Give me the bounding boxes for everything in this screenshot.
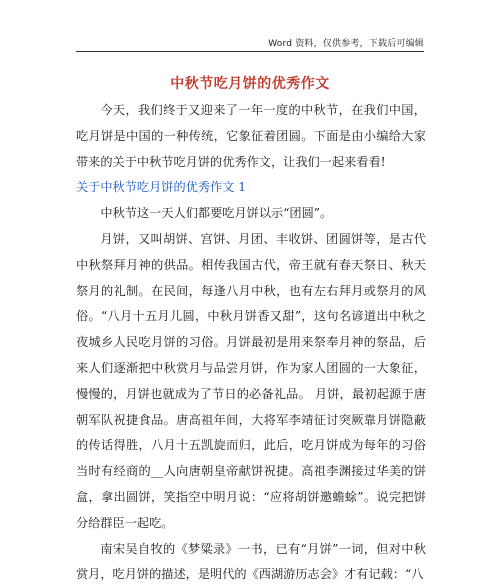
document-body — [76, 98, 426, 588]
body-paragraph: 中秋节这一天人们都要吃月饼以示“团圆”。 — [100, 206, 333, 221]
header-note: Word 资料，仅供参考，下载后可编辑 — [268, 39, 424, 49]
section-heading: 关于中秋节吃月饼的优秀作文 1 — [76, 180, 247, 195]
intro-paragraph: 今天，我们终于又迎来了一年一度的中秋节，在我们中国，吃月饼是中国的一种传统，它象征着团圆。下面是由小编给大家带来的关于中秋节吃月饼的优秀作文，让我们一起来看看! — [76, 103, 426, 169]
body-paragraph: 南宋吴自牧的《梦粱录》一书，已有“月饼”一词，但对中秋赏月，吃月饼的描述，是明代的《西湖游历志会》才有记载：“八 — [76, 541, 426, 582]
document-title: 中秋节吃月饼的优秀作文 — [170, 76, 330, 92]
header-divider — [76, 51, 424, 52]
body-paragraph: 月饼，又叫胡饼、宫饼、月团、丰收饼、团圆饼等，是古代中秋祭拜月神的供品。相传我国古代，帝王就有春天祭日、秋天祭月的礼制。在民间，每逢八月中秋，也有左右拜月或祭月的风俗。“八月十五月儿圆，中秋月饼香又甜”，这句名谚道出中秋之夜城乡人民吃月饼的习俗。月饼最初是用来祭奉月神的祭品，后来人们逐渐把中秋赏月与品尝月饼，作为家人团圆的一大象征，慢慢的，月饼也就成为了节日的必备礼品。 月饼，最初起源于唐朝军队祝捷食品。唐高祖年间，大将军李靖征讨突厥靠月饼隐蔽的传话得胜，八月十五凯旋而归，此后，吃月饼成为每年的习俗 当时有经商的__人向唐朝皇帝献饼祝捷。高祖李渊接过华美的饼盒，拿出圆饼，笑指空中明月说：“应将胡饼邀蟾蜍”。说完把饼分给群臣一起吃。 — [76, 231, 426, 530]
